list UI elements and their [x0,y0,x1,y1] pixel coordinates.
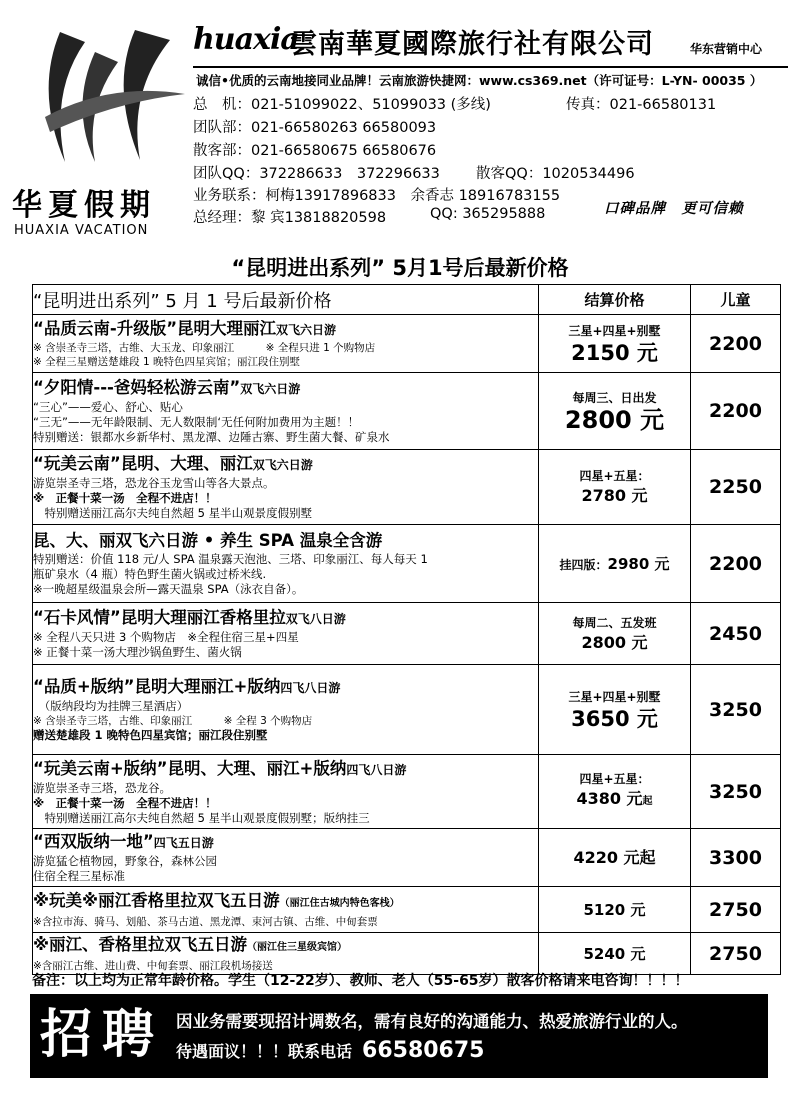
footnote: 备注：以上均为正常年龄价格。学生（12-22岁）、教师、老人（55-65岁）散客价格请来电咨询！！！！ [32,973,689,989]
brand-motto: 口碑品牌 更可信赖 [604,201,744,217]
fax-line: 传真：021-66580131 [566,97,717,113]
tour-title: 昆、大、丽双飞六日游 • 养生 SPA 温泉全含游 [33,531,383,550]
price-value: 3650 元 [571,706,658,731]
tour-detail: ※ 正餐十菜一汤 全程不进店！！ [33,795,217,810]
wordmark: huaxia [193,22,299,57]
hiring-phone: 66580675 [362,1038,485,1063]
tour-duration: 四飞八日游 [346,762,407,777]
company-name: 雲南華夏國際旅行社有限公司 [290,29,654,60]
header-divider [193,66,788,68]
logo-text-cn: 华夏假期 [12,188,156,223]
switchboard-line: 总 机：021-51099022、51099033 (多线) [193,97,491,113]
price-value: 2780 元 [581,486,648,505]
tour-detail: “三无”——无年龄限制、无人数限制‘无任何附加费用为主题！！ [33,415,360,429]
tour-title: “品质云南-升级版”昆明大理丽江 [33,319,277,338]
child-price: 2250 [691,450,781,525]
price-value: 2150 元 [571,340,658,365]
table-row [33,887,781,933]
tour-duration: 双飞六日游 [252,458,313,472]
tour-duration: 双飞六日游 [276,323,337,337]
table-row [33,829,781,887]
tour-detail: ※含拉市海、骑马、划船、茶马古道、黑龙潭、束河古镇、古维、中甸套票 [33,916,378,928]
tour-detail: ※ 正餐十菜一汤 全程不进店！！ [33,491,217,505]
child-header: 儿童 [691,285,781,315]
tour-title: “玩美云南”昆明、大理、丽江 [33,454,253,473]
tour-title: “玩美云南+版纳”昆明、大理、丽江+版纳 [33,758,347,778]
tour-detail: 特别赠送：银都水乡新华村、黑龙潭、边陲古寨、野生菌大餐、矿泉水 [33,430,390,444]
business-contact-line: 业务联系：柯梅13917896833 余香志 18916783155 [193,188,561,204]
child-price: 2750 [691,887,781,933]
child-price: 3250 [691,665,781,755]
child-price: 2200 [691,315,781,373]
table-row [33,665,781,755]
tour-duration: （丽江住三星级宾馆） [247,942,348,953]
price-suffix: 起 [642,796,653,807]
price-table [32,284,781,975]
tour-title: “品质+版纳”昆明大理丽江+版纳 [33,677,281,696]
price-label: 三星+四星+别墅 [568,323,661,338]
price-value: 2800 元 [581,632,648,652]
tour-detail: ※ 全程三星赠送楚雄段 1 晚特色四星宾馆；丽江段住别墅 [33,356,300,368]
group-dept-line: 团队部：021-66580263 66580093 [193,120,437,136]
child-price: 2750 [691,933,781,975]
company-logo [40,22,185,172]
tour-detail: （版纳段均为挂牌三星酒店） [33,699,189,713]
tour-title: ※玩美※丽江香格里拉双飞五日游 [33,891,280,910]
child-price: 3300 [691,829,781,887]
tour-detail: 游览猛仑植物园，野象谷，森林公园 [33,854,217,868]
slogan: 诚信•优质的云南地接同业品牌！云南旅游快捷网：www.cs369.net（许可证号：L-YN- 00035 ） [196,73,763,88]
tour-detail: ※ 含崇圣寺三塔，古维、印象丽江 ※ 全程 3 个购物店 [33,715,313,727]
gm-qq-line: QQ: 365295888 [430,206,546,222]
price-header: 结算价格 [539,285,691,315]
tour-title: “西双版纳一地” [33,832,154,851]
tour-detail: 游览崇圣寺三塔，恐龙谷玉龙雪山等各大景点。 [33,476,275,490]
child-price: 2200 [691,373,781,450]
table-row [33,373,781,450]
price-label: 每周二、五发班 [572,615,657,630]
price-label: 四星+五星： [579,469,650,483]
logo-text-en: HUAXIA VACATION [14,223,149,238]
price-value: 2980 元 [607,555,670,573]
retail-dept-line: 散客部：021-66580675 66580676 [193,143,437,159]
tour-duration: 双飞六日游 [240,382,301,396]
tour-detail: 特别赠送：价值 118 元/人 SPA 温泉露天泡池、三塔、印象丽江、每人每天 1 [33,552,428,566]
price-label: 每周三、日出发 [572,391,657,405]
tour-detail: ※ 含崇圣寺三塔，古维、大玉龙、印象丽江 ※ 全程只进 1 个购物店 [33,342,376,354]
hiring-banner [30,994,768,1078]
child-price: 2450 [691,603,781,665]
child-price: 3250 [691,755,781,829]
tour-title: “夕阳情---爸妈轻松游云南” [33,378,241,397]
tour-detail: “三心”——爱心、舒心、贴心 [33,400,183,414]
page-headline: “昆明进出系列” 5月1号后最新价格 [231,256,569,280]
tour-detail: ※ 全程八天只进 3 个购物店 ※全程住宿三星+四星 [33,630,299,644]
table-header-row [33,285,781,315]
table-row [33,315,781,373]
gm-line: 总经理：黎 宾13818820598 [193,210,387,226]
table-row [33,450,781,525]
tour-duration: 四飞八日游 [280,681,341,695]
price-value: 4220 元起 [573,847,656,867]
table-row [33,933,781,975]
group-qq-line: 团队QQ：372286633 372296633 [193,166,440,182]
region-label: 华东营销中心 [690,42,763,56]
price-value: 5120 元 [583,901,646,919]
tour-duration: （丽江住古城内特色客栈） [279,898,400,909]
hiring-title: 招聘 [40,1005,165,1065]
hiring-contact-label: 待遇面议！！！联系电话 [176,1042,353,1061]
table-title: “昆明进出系列” 5 月 1 号后最新价格 [33,285,539,315]
tour-detail: 赠送楚雄段 1 晚特色四星宾馆；丽江段住别墅 [33,728,268,742]
price-label: 四星+五星： [579,772,650,786]
tour-title: ※丽江、香格里拉双飞五日游 [33,935,248,954]
table-row [33,525,781,603]
tour-detail: 特别赠送丽江高尔夫纯自然超 5 星半山观景度假别墅；版纳挂三 [33,810,370,825]
price-value: 5240 元 [583,945,646,963]
tour-duration: 双飞八日游 [285,612,346,626]
tour-detail: 瓶矿泉水（4 瓶）特色野生菌火锅或过桥米线. [33,567,267,581]
hiring-description: 因业务需要现招计调数名，需有良好的沟通能力、热爱旅游行业的人。 [176,1012,688,1031]
child-price: 2200 [691,525,781,603]
tour-detail: 住宿全程三星标准 [33,869,125,883]
price-value: 2800 元 [564,406,665,434]
price-label: 挂四版： [559,558,608,572]
retail-qq-line: 散客QQ：1020534496 [476,166,635,182]
tour-detail: 特别赠送丽江高尔夫纯自然超 5 星半山观景度假别墅 [33,506,313,520]
tour-title: “石卡风情”昆明大理丽江香格里拉 [33,608,286,627]
tour-duration: 四飞五日游 [153,836,214,850]
price-value: 4380 元 [576,789,643,808]
table-row [33,603,781,665]
tour-detail: ※含丽江古维、进山费、中甸套票、丽江段机场接送 [33,960,273,972]
tour-detail: ※ 正餐十菜一汤大理沙锅鱼野生、菌火锅 [33,645,242,659]
table-row [33,755,781,829]
tour-detail: 游览崇圣寺三塔，恐龙谷。 [33,780,171,795]
tour-detail: ※一晚超星级温泉会所—露天温泉 SPA（泳衣自备）。 [33,582,304,596]
price-label: 三星+四星+别墅 [568,689,661,704]
